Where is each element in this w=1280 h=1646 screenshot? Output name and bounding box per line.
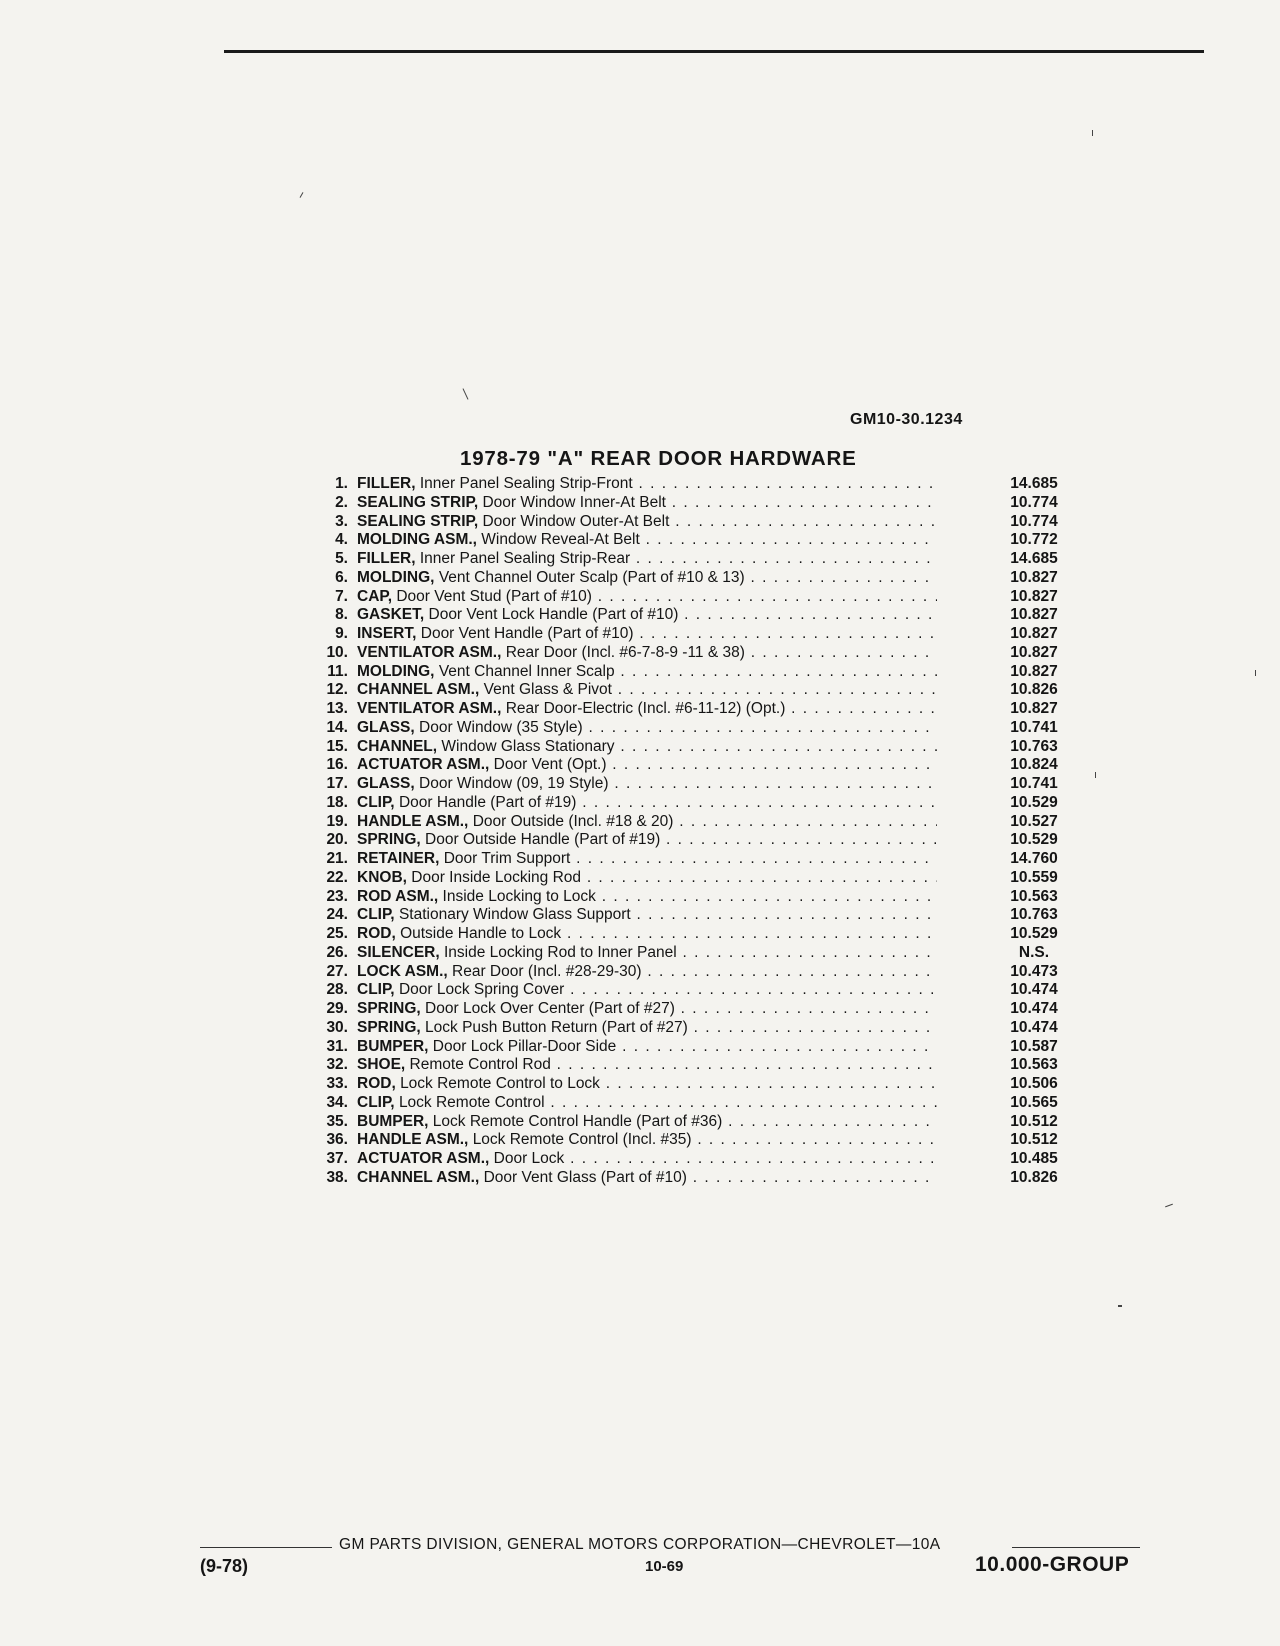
parts-list-row (306, 531, 1076, 550)
footer-group: 10.000-GROUP (975, 1553, 1130, 1576)
part-name: SILENCER, (357, 943, 440, 961)
parts-list-row (306, 1094, 1076, 1113)
part-description: Lock Remote Control to Lock (400, 1075, 600, 1092)
item-number: 21. (326, 850, 348, 867)
part-description: Window Reveal-At Belt (481, 531, 640, 549)
group-number: 10.827 (1010, 568, 1058, 586)
item-number: 22. (326, 868, 348, 886)
part-name: ACTUATOR ASM., (357, 1150, 490, 1167)
part-entry (357, 981, 937, 1000)
group-number: 10.506 (1010, 1075, 1058, 1092)
part-name: CHANNEL ASM., (357, 1168, 480, 1186)
part-name: CHANNEL ASM., (357, 681, 480, 699)
parts-list-row (306, 513, 1076, 532)
part-entry (357, 963, 937, 982)
item-number: 30. (326, 1018, 348, 1036)
part-entry (357, 1038, 937, 1057)
item-number: 1. (335, 475, 348, 492)
part-entry (357, 775, 937, 794)
footer-rule-left (200, 1547, 332, 1548)
part-name: RETAINER, (357, 850, 440, 867)
group-number: 10.826 (1010, 681, 1058, 699)
item-number: 5. (335, 550, 348, 567)
parts-list-row (306, 981, 1076, 1000)
part-name: SEALING STRIP, (357, 493, 479, 511)
part-entry (357, 531, 937, 550)
item-number: 26. (326, 943, 348, 961)
item-number: 9. (335, 625, 348, 642)
parts-list-row (306, 1075, 1076, 1094)
part-description: Inner Panel Sealing Strip-Rear (419, 550, 631, 567)
part-entry (357, 738, 937, 757)
item-number: 34. (326, 1093, 348, 1111)
part-name: INSERT, (357, 625, 417, 642)
scan-speck (1092, 130, 1093, 136)
item-number: 36. (326, 1131, 348, 1149)
parts-list (306, 475, 1076, 1188)
part-description: Door Trim Support (443, 850, 571, 867)
parts-list-row (306, 1150, 1076, 1169)
part-name: CLIP, (357, 793, 395, 811)
part-entry (357, 681, 937, 700)
item-number: 37. (326, 1150, 348, 1167)
parts-list-row (306, 1131, 1076, 1150)
item-number: 20. (326, 831, 348, 849)
group-number: 10.512 (1010, 1112, 1058, 1130)
scan-speck (463, 388, 469, 399)
part-description: Rear Door (Incl. #6-7-8-9 -11 & 38) (505, 643, 745, 661)
group-number: 10.827 (1010, 587, 1058, 605)
item-number: 16. (326, 756, 348, 774)
group-number: 10.763 (1010, 737, 1058, 755)
part-description: Lock Remote Control (398, 1093, 545, 1111)
part-description: Door Vent (Opt.) (493, 756, 607, 774)
item-number: 10. (326, 643, 348, 661)
group-number: 10.774 (1010, 512, 1058, 530)
part-entry (357, 588, 937, 607)
parts-list-row (306, 588, 1076, 607)
parts-list-row (306, 1056, 1076, 1075)
group-number: 14.685 (1010, 475, 1058, 492)
part-description: Remote Control Rod (409, 1056, 551, 1074)
part-entry (357, 1056, 937, 1075)
parts-list-row (306, 1113, 1076, 1132)
part-name: ROD ASM., (357, 887, 439, 905)
item-number: 24. (326, 906, 348, 924)
scan-speck (1118, 1305, 1122, 1307)
parts-list-row (306, 813, 1076, 832)
footer-publisher: GM PARTS DIVISION, GENERAL MOTORS CORPORATION—CHEVROLET—10A (339, 1536, 941, 1553)
footer-date: (9-78) (200, 1556, 249, 1576)
item-number: 28. (326, 981, 348, 999)
document-code: GM10-30.1234 (850, 411, 963, 428)
part-description: Window Glass Stationary (441, 737, 615, 755)
part-entry (357, 1075, 937, 1094)
part-description: Door Vent Handle (Part of #10) (420, 625, 634, 642)
part-description: Outside Handle to Lock (400, 925, 562, 942)
item-number: 38. (326, 1168, 348, 1186)
part-description: Inner Panel Sealing Strip-Front (419, 475, 633, 492)
part-description: Stationary Window Glass Support (398, 906, 631, 924)
parts-list-row (306, 569, 1076, 588)
part-entry (357, 719, 937, 738)
group-number: 10.473 (1010, 962, 1058, 980)
item-number: 13. (326, 700, 348, 717)
parts-list-row (306, 663, 1076, 682)
part-entry (357, 1131, 937, 1150)
parts-list-row (306, 1169, 1076, 1188)
item-number: 33. (326, 1075, 348, 1092)
part-entry (357, 925, 937, 944)
part-description: Door Vent Stud (Part of #10) (396, 587, 592, 605)
item-number: 2. (335, 493, 348, 511)
group-number: 10.563 (1010, 887, 1058, 905)
group-number: 10.474 (1010, 1018, 1058, 1036)
part-name: VENTILATOR ASM., (357, 643, 502, 661)
part-description: Door Window (35 Style) (419, 718, 583, 736)
part-name: SEALING STRIP, (357, 512, 479, 530)
part-name: GLASS, (357, 718, 415, 736)
part-description: Door Lock Spring Cover (398, 981, 565, 999)
part-description: Door Outside Handle (Part of #19) (425, 831, 661, 849)
group-number: 10.485 (1010, 1150, 1058, 1167)
part-name: MOLDING, (357, 568, 435, 586)
part-entry (357, 944, 937, 963)
part-description: Lock Push Button Return (Part of #27) (425, 1018, 688, 1036)
part-name: CLIP, (357, 1093, 395, 1111)
parts-list-row (306, 475, 1076, 494)
parts-list-row (306, 681, 1076, 700)
item-number: 6. (335, 568, 348, 586)
top-rule (224, 50, 1204, 53)
part-description: Inside Locking Rod to Inner Panel (444, 943, 677, 961)
parts-list-row (306, 719, 1076, 738)
part-name: GLASS, (357, 775, 415, 792)
item-number: 25. (326, 925, 348, 942)
group-number: 10.559 (1010, 868, 1058, 886)
part-description: Door Vent Glass (Part of #10) (483, 1168, 687, 1186)
part-entry (357, 869, 937, 888)
parts-list-row (306, 944, 1076, 963)
part-description: Rear Door (Incl. #28-29-30) (452, 962, 642, 980)
page-title: 1978-79 "A" REAR DOOR HARDWARE (460, 447, 857, 470)
part-name: ROD, (357, 925, 396, 942)
part-description: Door Lock (493, 1150, 565, 1167)
part-entry (357, 906, 937, 925)
part-description: Door Vent Lock Handle (Part of #10) (428, 606, 679, 624)
part-description: Door Outside (Incl. #18 & 20) (472, 812, 674, 830)
part-description: Door Lock Over Center (Part of #27) (425, 1000, 675, 1017)
group-number: 10.827 (1010, 700, 1058, 717)
group-number: 10.774 (1010, 493, 1058, 511)
part-entry (357, 850, 937, 869)
group-number: 10.827 (1010, 606, 1058, 624)
scan-speck (1255, 670, 1256, 676)
part-name: CLIP, (357, 981, 395, 999)
item-number: 23. (326, 887, 348, 905)
group-number: 14.685 (1010, 550, 1058, 567)
part-description: Inside Locking to Lock (442, 887, 596, 905)
part-description: Vent Channel Inner Scalp (438, 662, 615, 680)
part-name: BUMPER, (357, 1037, 429, 1055)
group-number: 10.826 (1010, 1168, 1058, 1186)
parts-list-row (306, 494, 1076, 513)
group-number: 10.827 (1010, 662, 1058, 680)
part-description: Lock Remote Control Handle (Part of #36) (432, 1112, 723, 1130)
parts-list-row (306, 794, 1076, 813)
part-description: Rear Door-Electric (Incl. #6-11-12) (Opt.) (505, 700, 786, 717)
item-number: 3. (335, 512, 348, 530)
group-number: 10.512 (1010, 1131, 1058, 1149)
part-entry (357, 700, 937, 719)
part-description: Door Window (09, 19 Style) (419, 775, 609, 792)
item-number: 29. (326, 1000, 348, 1017)
part-name: GASKET, (357, 606, 425, 624)
part-description: Door Window Inner-At Belt (482, 493, 666, 511)
item-number: 17. (326, 775, 348, 792)
part-name: CHANNEL, (357, 737, 438, 755)
item-number: 18. (326, 793, 348, 811)
group-number: 10.527 (1010, 812, 1058, 830)
item-number: 4. (335, 531, 348, 549)
part-name: FILLER, (357, 475, 416, 492)
scan-speck (300, 192, 304, 198)
parts-list-row (306, 775, 1076, 794)
part-name: HANDLE ASM., (357, 812, 469, 830)
part-entry (357, 1094, 937, 1113)
item-number: 19. (326, 812, 348, 830)
part-name: CLIP, (357, 906, 395, 924)
part-name: CAP, (357, 587, 393, 605)
part-entry (357, 1169, 937, 1188)
part-name: VENTILATOR ASM., (357, 700, 502, 717)
part-entry (357, 644, 937, 663)
part-entry (357, 813, 937, 832)
part-entry (357, 1150, 937, 1169)
group-number: 10.827 (1010, 643, 1058, 661)
part-entry (357, 663, 937, 682)
group-number: 10.474 (1010, 981, 1058, 999)
group-number: 10.741 (1010, 718, 1058, 736)
item-number: 15. (326, 737, 348, 755)
part-name: MOLDING ASM., (357, 531, 477, 549)
item-number: 14. (326, 718, 348, 736)
parts-list-row (306, 550, 1076, 569)
parts-list-row (306, 1000, 1076, 1019)
group-number: 10.529 (1010, 793, 1058, 811)
item-number: 27. (326, 962, 348, 980)
parts-list-row (306, 906, 1076, 925)
part-entry (357, 831, 937, 850)
part-name: SPRING, (357, 1000, 421, 1017)
parts-list-row (306, 1038, 1076, 1057)
part-description: Door Window Outer-At Belt (482, 512, 670, 530)
item-number: 7. (335, 587, 348, 605)
part-description: Door Lock Pillar-Door Side (432, 1037, 617, 1055)
group-number: 10.772 (1010, 531, 1058, 549)
group-number: 10.563 (1010, 1056, 1058, 1074)
part-entry (357, 513, 937, 532)
part-entry (357, 475, 937, 494)
parts-list-row (306, 644, 1076, 663)
item-number: 35. (326, 1112, 348, 1130)
part-name: HANDLE ASM., (357, 1131, 469, 1149)
group-number: 14.760 (1010, 850, 1058, 867)
group-number: 10.763 (1010, 906, 1058, 924)
part-name: LOCK ASM., (357, 962, 448, 980)
group-number: 10.474 (1010, 1000, 1058, 1017)
parts-list-row (306, 963, 1076, 982)
part-name: MOLDING, (357, 662, 435, 680)
part-entry (357, 1000, 937, 1019)
part-name: FILLER, (357, 550, 416, 567)
part-entry (357, 1019, 937, 1038)
part-description: Lock Remote Control (Incl. #35) (472, 1131, 692, 1149)
page-number: 10-69 (645, 1558, 684, 1575)
parts-list-row (306, 1019, 1076, 1038)
group-number: 10.587 (1010, 1037, 1058, 1055)
part-name: SHOE, (357, 1056, 406, 1074)
item-number: 32. (326, 1056, 348, 1074)
part-name: BUMPER, (357, 1112, 429, 1130)
part-entry (357, 625, 937, 644)
part-description: Vent Channel Outer Scalp (Part of #10 & 13) (438, 568, 745, 586)
part-entry (357, 494, 937, 513)
parts-list-row (306, 700, 1076, 719)
part-entry (357, 756, 937, 775)
part-entry (357, 569, 937, 588)
parts-list-row (306, 850, 1076, 869)
group-number: N.S. (1018, 943, 1050, 961)
parts-list-row (306, 831, 1076, 850)
item-number: 12. (326, 681, 348, 699)
item-number: 8. (335, 606, 348, 624)
footer-rule-right (1012, 1547, 1140, 1548)
part-name: ACTUATOR ASM., (357, 756, 490, 774)
part-name: KNOB, (357, 868, 407, 886)
part-entry (357, 1113, 937, 1132)
part-name: ROD, (357, 1075, 396, 1092)
parts-list-row (306, 756, 1076, 775)
group-number: 10.824 (1010, 756, 1058, 774)
parts-list-row (306, 738, 1076, 757)
part-description: Vent Glass & Pivot (483, 681, 612, 699)
group-number: 10.565 (1010, 1093, 1058, 1111)
part-entry (357, 606, 937, 625)
part-name: SPRING, (357, 831, 421, 849)
parts-list-row (306, 869, 1076, 888)
parts-list-row (306, 888, 1076, 907)
group-number: 10.529 (1010, 831, 1058, 849)
item-number: 11. (327, 662, 348, 680)
part-entry (357, 550, 937, 569)
part-description: Door Handle (Part of #19) (398, 793, 577, 811)
part-name: SPRING, (357, 1018, 421, 1036)
part-entry (357, 888, 937, 907)
parts-list-row (306, 606, 1076, 625)
item-number: 31. (326, 1037, 348, 1055)
group-number: 10.529 (1010, 925, 1058, 942)
part-description: Door Inside Locking Rod (411, 868, 582, 886)
parts-list-row (306, 625, 1076, 644)
group-number: 10.827 (1010, 625, 1058, 642)
group-number: 10.741 (1010, 775, 1058, 792)
parts-list-row (306, 925, 1076, 944)
part-entry (357, 794, 937, 813)
scan-speck (1095, 772, 1096, 778)
scan-speck (1165, 1204, 1173, 1208)
